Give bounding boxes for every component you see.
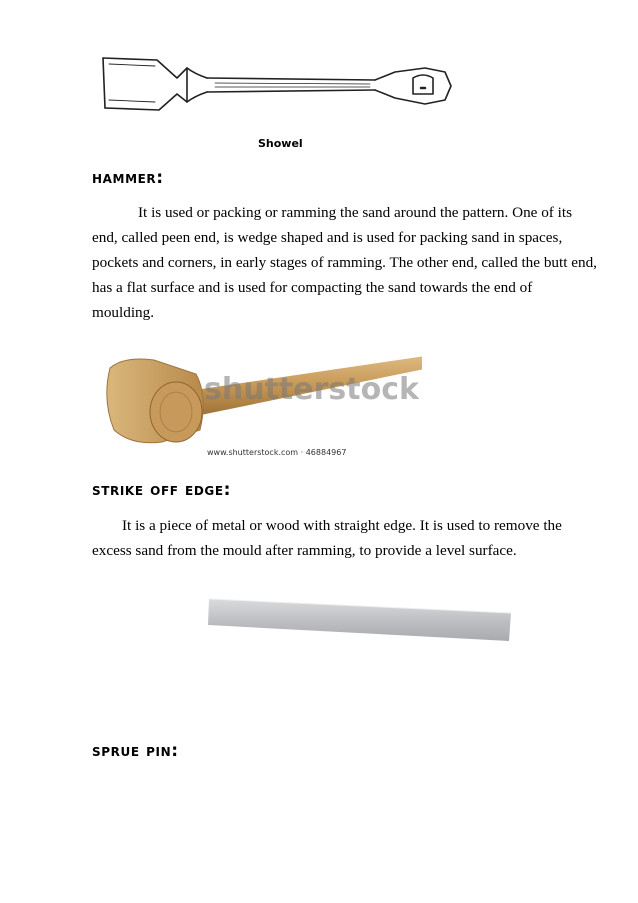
hammer-heading: hammer: — [92, 168, 164, 188]
metal-straight-edge-image — [205, 595, 515, 645]
shovel-drawing — [95, 50, 465, 122]
strike-off-edge-heading: strike off edge: — [92, 480, 232, 500]
strike-off-edge-photo — [205, 595, 515, 645]
shovel-illustration — [95, 50, 465, 122]
watermark-url: www.shutterstock.com · 46884967 — [207, 448, 347, 457]
hammer-paragraph: It is used or packing or ramming the sand around the pattern. One of its end, called peen end, is wedge shaped and is used for packing sand in spaces, pockets and corners, in early stages of ramming. The other end, called the butt end, has a flat surface and is used for compacting the sand towards the end of moulding. — [92, 204, 597, 321]
strike-off-edge-paragraph: It is a piece of metal or wood with straight edge. It is used to remove the excess sand from the mould after ramming, to provide a level surface. — [92, 517, 562, 559]
shovel-caption: Showel — [258, 137, 303, 150]
watermark-text: shutterstock — [204, 372, 419, 407]
sprue-pin-heading: sprue pin: — [92, 741, 179, 761]
hammer-photo — [92, 330, 422, 460]
